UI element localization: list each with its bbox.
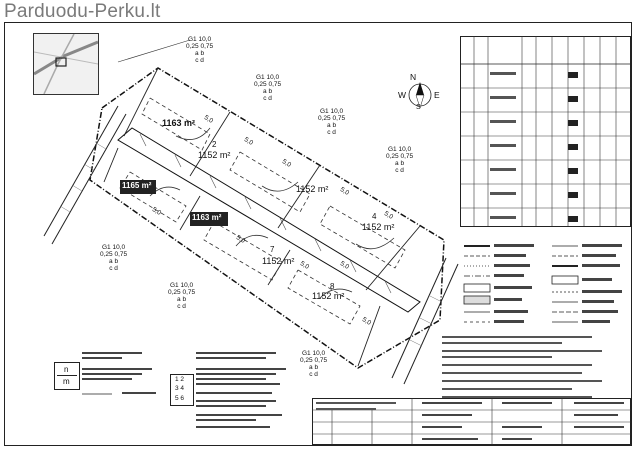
plot-4-number: 4 (372, 212, 377, 221)
dim-label: 5,0 (242, 136, 255, 147)
dim-label: 5,0 (234, 234, 247, 245)
zone-label-7: G1 10,0 0,25 0,75 a b c d (300, 350, 328, 378)
plot-2-area: 1152 m² (198, 150, 231, 160)
plot-1-area: 1163 m² (162, 118, 196, 128)
zone-label-4: G1 10,0 0,25 0,75 a b c d (386, 146, 414, 174)
legend-n-bot: m (63, 377, 70, 386)
zone-label-3: G1 10,0 0,25 0,75 a b c d (318, 108, 346, 136)
dim-label: 5,0 (298, 260, 311, 271)
compass-w-label: W (398, 90, 407, 100)
plot-5-area: 1165 m² (122, 181, 152, 190)
grid-row-1: 1 2 (175, 376, 185, 383)
dim-label: 5,0 (338, 186, 351, 197)
watermark: Parduodu-Perku.lt (4, 1, 161, 22)
zoning-symbol-legend (54, 362, 80, 390)
zone-label-2: G1 10,0 0,25 0,75 a b c d (254, 74, 282, 102)
plot-4-area: 1152 m² (362, 222, 395, 232)
zone-label-6: G1 10,0 0,25 0,75 a b c d (168, 282, 196, 310)
dim-label: 5,0 (150, 206, 163, 217)
dim-label: 5,0 (280, 158, 293, 169)
plot-3-area: 1152 m² (296, 184, 329, 194)
grid-row-3: 5 6 (175, 395, 185, 402)
legend-n-top: n (64, 365, 69, 374)
dim-label: 5,0 (360, 316, 373, 327)
compass-s-label: S (416, 104, 421, 111)
plot-8-number: 8 (330, 282, 335, 291)
left-legend-text (82, 350, 162, 410)
plot-6-area: 1163 m² (192, 213, 222, 222)
zoning-grid-legend (170, 374, 194, 406)
reference-line (118, 40, 190, 62)
plot-7-area: 1152 m² (262, 256, 295, 266)
dim-label: 5,0 (382, 210, 395, 221)
compass-e-label: E (434, 90, 440, 100)
plot-7-number: 7 (270, 245, 275, 254)
plot-8-area: 1152 m² (312, 291, 345, 301)
author-block (286, 396, 416, 446)
plot-2-number: 2 (212, 140, 217, 149)
zone-label-5: G1 10,0 0,25 0,75 a b c d (100, 244, 128, 272)
grid-row-2: 3 4 (175, 385, 185, 392)
zone-label-1: G1 10,0 0,25 0,75 a b c d (186, 36, 214, 64)
notes-block (430, 332, 630, 404)
compass-n-label: N (410, 72, 417, 82)
parcel-data-table (460, 36, 636, 236)
dim-label: 5,0 (338, 260, 351, 271)
dim-label: 5,0 (202, 114, 215, 125)
